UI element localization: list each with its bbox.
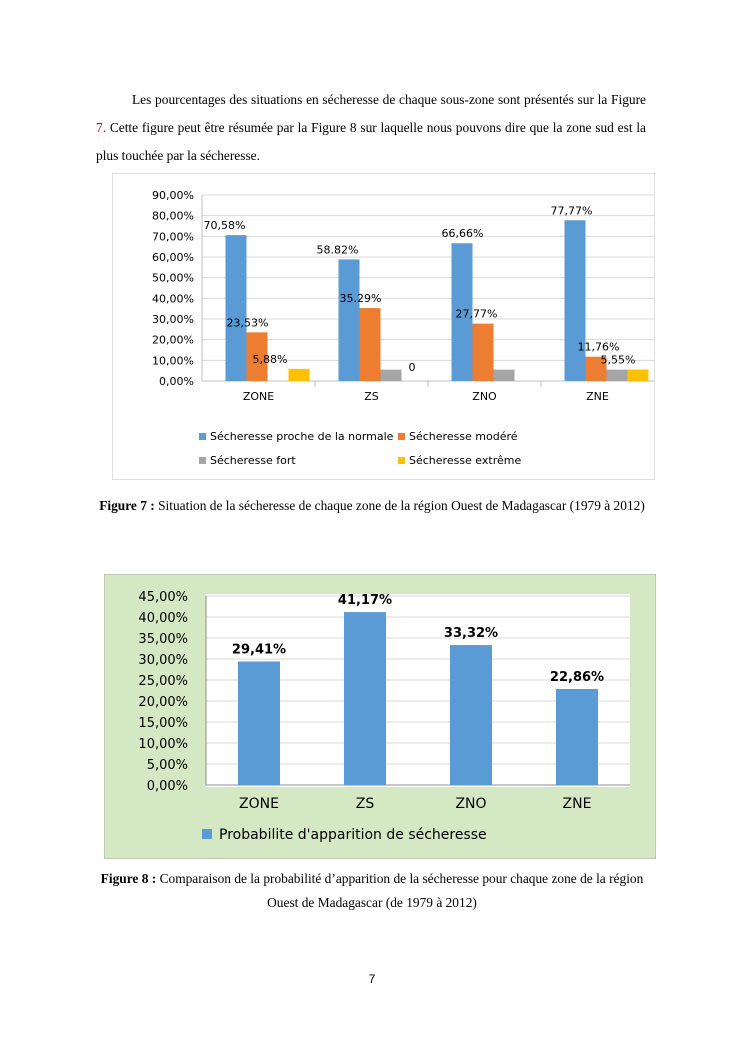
body-paragraph [96,86,646,170]
legend-label: Sécheresse proche de la normale [210,430,394,443]
y-tick-label: 5,00% [146,758,188,773]
data-label: 27,77% [455,307,498,321]
y-tick-label: 10,00% [152,354,194,368]
x-tick-label: ZNE [562,796,592,812]
data-label: 66,66% [441,227,484,241]
legend-label: Sécheresse extrême [409,454,522,467]
figure-reference[interactable]: 7. [96,120,107,135]
figure-7-caption-label: Figure 7 : [99,498,155,513]
legend-label: Probabilite d'apparition de sécheresse [219,827,487,843]
x-tick-label: ZS [364,390,379,403]
y-tick-label: 15,00% [138,716,188,731]
legend-swatch [199,433,206,440]
bar-probabilite [238,661,280,785]
legend-swatch [202,829,212,839]
y-tick-label: 35,00% [138,632,188,647]
y-tick-label: 40,00% [138,611,188,626]
figure-8-chart [104,574,656,859]
y-tick-label: 30,00% [138,653,188,668]
data-label: 33,32% [443,626,499,642]
figure-7-caption-text: Situation de la sécheresse de chaque zone de la région Ouest de Madagascar (1979 à 2012) [154,498,645,513]
data-label: 58.82% [316,243,359,257]
x-tick-label: ZS [355,796,375,812]
y-tick-label: 70,00% [152,230,194,244]
y-tick-label: 0,00% [159,375,194,388]
bar-s-cheresse-extr-me [289,369,310,381]
bar-probabilite [556,689,598,785]
data-label: 11,76% [577,340,620,354]
data-label: 23,53% [226,316,269,330]
y-tick-label: 90,00% [152,189,194,202]
figure-8-caption-text: Comparaison de la probabilité d’apparition de la sécheresse pour chaque zone de la région Ouest de Madagascar (de 1979 à 2012) [156,871,644,910]
legend-label: Sécheresse modéré [409,430,518,443]
y-tick-label: 50,00% [152,271,194,285]
paragraph-part2: Cette figure peut être résumée par la Figure 8 sur laquelle nous pouvons dire que la zone sud est la plus touchée par la sécheresse. [96,120,646,163]
bar-probabilite [344,612,386,785]
data-label: 41,17% [337,593,393,609]
figure-7-svg [112,173,655,480]
legend-swatch [199,457,206,464]
data-label: 70,58% [203,219,246,233]
data-label: 5,88% [252,352,288,366]
bar-s-cheresse-mod-r- [473,324,494,381]
bar-s-cheresse-fort [381,370,402,381]
y-tick-label: 40,00% [152,292,194,306]
y-tick-label: 25,00% [138,674,188,689]
legend-swatch [398,457,405,464]
figure-8-svg [104,574,656,859]
y-tick-label: 45,00% [138,590,188,605]
bar-s-cheresse-mod-r- [360,308,381,381]
y-tick-label: 10,00% [138,737,188,752]
x-tick-label: ZONE [239,796,279,812]
data-label: 29,41% [231,642,287,658]
y-tick-label: 20,00% [152,333,194,347]
paragraph-part1: Les pourcentages des situations en sécheresse de chaque sous-zone sont présentés sur la Figure [132,92,646,107]
x-tick-label: ZNE [586,390,609,403]
figure-7-chart [112,173,655,480]
bar-s-cheresse-proche-de-la-normale [339,259,360,381]
legend-label: Sécheresse fort [210,454,296,467]
y-tick-label: 80,00% [152,209,194,223]
data-label: 5,55% [600,353,636,367]
x-tick-label: ZNO [455,796,487,812]
bar-s-cheresse-proche-de-la-normale [226,235,247,381]
bar-s-cheresse-proche-de-la-normale [565,220,586,381]
x-tick-label: ZONE [242,390,275,403]
data-label: 77,77% [550,204,593,218]
bar-s-cheresse-extr-me [628,370,649,381]
bar-probabilite [450,645,492,785]
bar-s-cheresse-fort [494,370,515,381]
page-number: 7 [368,972,376,986]
y-tick-label: 0,00% [146,779,188,794]
y-tick-label: 60,00% [152,251,194,264]
figure-7-caption [96,494,648,518]
data-label: 22,86% [549,669,605,685]
data-label: 35.29% [339,292,382,306]
figure-8-caption-label: Figure 8 : [100,871,157,886]
x-tick-label: ZNO [472,390,497,403]
y-tick-label: 30,00% [152,313,194,326]
bar-s-cheresse-fort [607,370,628,381]
legend-swatch [398,433,405,440]
y-tick-label: 20,00% [138,695,188,710]
data-label: 0 [408,361,416,374]
figure-8-caption [96,867,648,915]
